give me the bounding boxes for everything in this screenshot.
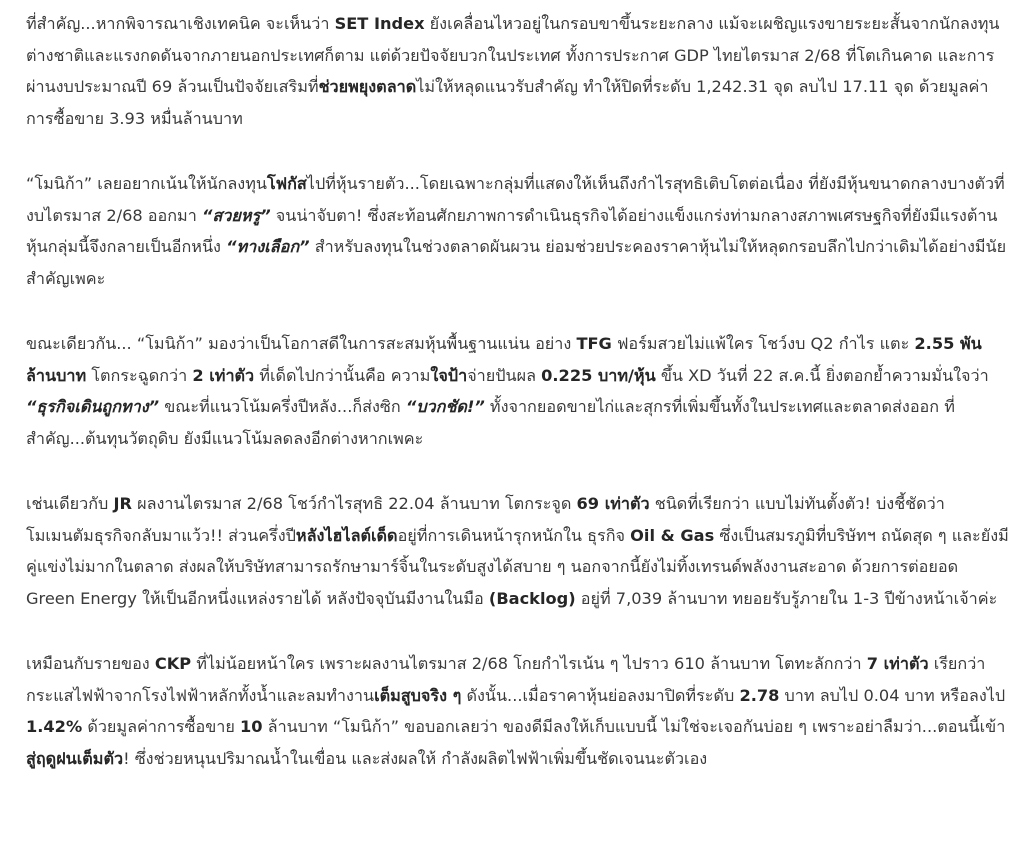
text-segment: ที่ไม่น้อยหน้าใคร เพราะผลงานไตรมาส 2/68 โกยกำไรเน้น ๆ ไปราว 610 ล้านบาท โตทะลักกว่า <box>191 654 867 673</box>
text-segment: ทั้งจากยอดขายไก่และสุกรที่เพิ่มขึ้นทั้งในประเทศและตลาดส่งออก ที่สำคัญ...ต้นทุนวัตถุดิบ ยังมีแนวโน้มลดลงอีกต่างหากเพคะ <box>26 397 955 448</box>
article-paragraph <box>26 168 1010 294</box>
emphasized-text: 69 เท่าตัว <box>576 494 650 513</box>
emphasized-text: JR <box>113 494 132 513</box>
text-segment: ไม่ให้หลุดแนวรับสำคัญ ทำให้ปิดที่ระดับ 1,242.31 จุด ลบไป 17.11 จุด ด้วยมูลค่าการซื้อขาย 3.93 หมื่นล้านบาท <box>26 77 989 128</box>
emphasized-text: “ทางเลือก” <box>226 237 310 256</box>
text-segment: ขึ้น XD วันที่ 22 ส.ค.นี้ ยิ่งตอกย้ำความมั่นใจว่า <box>655 365 989 385</box>
emphasized-text: 2.55 พันล้านบาท <box>26 334 982 385</box>
text-segment: ที่สำคัญ...หากพิจารณาเชิงเทคนิค จะเห็นว่า <box>26 14 335 33</box>
emphasized-text: สู่ฤดูฝนเต็มตัว <box>26 748 124 768</box>
article-paragraph <box>26 488 1010 614</box>
text-segment: บาท ลบไป 0.04 บาท หรือลงไป <box>779 685 1006 705</box>
text-segment: อยู่ที่ 7,039 ล้านบาท ทยอยรับรู้ภายใน 1-3 ปีข้างหน้าเจ้าค่ะ <box>575 588 998 608</box>
emphasized-text: เต็มสูบจริง ๆ <box>374 685 462 705</box>
text-segment: ที่เด็ดไปกว่านั้นคือ ความ <box>254 365 431 385</box>
emphasized-text: ใจป้า <box>430 365 468 385</box>
article-paragraph <box>26 8 1010 134</box>
emphasized-text: 0.225 บาท/หุ้น <box>541 365 656 385</box>
text-segment: ด้วยมูลค่าการซื้อขาย <box>82 717 240 736</box>
emphasized-text: Oil & Gas <box>630 525 715 545</box>
article-body <box>26 0 1010 808</box>
emphasized-text: 2 เท่าตัว <box>192 365 255 385</box>
emphasized-text: ช่วยพยุงตลาด <box>318 77 417 96</box>
text-segment: ดังนั้น...เมื่อราคาหุ้นย่อลงมาปิดที่ระดับ <box>461 685 740 705</box>
text-segment: ! ซึ่งช่วยหนุนปริมาณน้ำในเขื่อน และส่งผลให้ กำลังผลิตไฟฟ้าเพิ่มขึ้นชัดเจนนะตัวเอง <box>123 748 708 768</box>
emphasized-text: CKP <box>154 654 192 673</box>
text-segment: ซึ่งเป็นสมรภูมิที่บริษัทฯ ถนัดสุด ๆ และยังมีคู่แข่งไม่มากในตลาด ส่งผลให้บริษัทสามารถรักษามาร์จิ้นในระดับสูงได้สบาย ๆ นอกจากนี้ยังไม่ทิ้งเทรนด์พลังงานสะอาด ด้วยการต่อยอด Green Energy ให้เป็นอีกหนึ่งแหล่งรายได้ หลังปัจจุบันมีงานในมือ <box>26 525 1009 608</box>
text-segment: ฟอร์มสวยไม่แพ้ใคร โชว์งบ Q2 กำไร แตะ <box>611 334 915 353</box>
text-segment: ไปที่หุ้นรายตัว...โดยเฉพาะกลุ่มที่แสดงให้เห็นถึงกำไรสุทธิเติบโตต่อเนื่อง ที่ยังมีหุ้นขนาดกลางบางตัวที่งบไตรมาส 2/68 ออกมา <box>26 174 1005 225</box>
emphasized-text: SET Index <box>334 14 425 33</box>
emphasized-text: “ธุรกิจเดินถูกทาง” <box>26 397 160 416</box>
emphasized-text: 7 เท่าตัว <box>866 654 929 673</box>
emphasized-text: 1.42% <box>26 717 83 736</box>
emphasized-text: TFG <box>576 334 612 353</box>
emphasized-text: “สวยหรู” <box>201 205 271 225</box>
emphasized-text: หลังไฮไลต์เด็ด <box>295 525 398 545</box>
text-segment: ยังเคลื่อนไหวอยู่ในกรอบขาขึ้นระยะกลาง แม้จะเผชิญแรงขายระยะสั้นจากนักลงทุนต่างชาติและแรงกดดันจากภายนอกประเทศก็ตาม แต่ด้วยปัจจัยบวกในประเทศ ทั้งการประกาศ GDP ไทยไตรมาส 2/68 ที่โตเกินคาด และการผ่านงบประมาณปี 69 ล้วนเป็นปัจจัยเสริมที่ <box>26 14 1000 96</box>
emphasized-text: (Backlog) <box>488 588 576 608</box>
text-segment: อยู่ที่การเดินหน้ารุกหนักใน ธุรกิจ <box>397 525 631 545</box>
emphasized-text: 10 <box>240 717 263 736</box>
text-segment: ชนิดที่เรียกว่า แบบไม่ทันตั้งตัว! บ่งชี้ชัดว่าโมเมนตัมธุรกิจกลับมาแว้ว!! ส่วนครึ่งปี <box>26 494 945 545</box>
text-segment: เหมือนกับรายของ <box>26 654 155 673</box>
text-segment: เช่นเดียวกับ <box>26 494 114 513</box>
emphasized-text: “บวกชัด!” <box>405 397 485 416</box>
text-segment: ขณะเดียวกัน... “โมนิก้า” มองว่าเป็นโอกาสดีในการสะสมหุ้นพื้นฐานแน่น อย่าง <box>26 334 577 353</box>
emphasized-text: โฟกัส <box>266 174 307 193</box>
article-paragraph <box>26 648 1010 774</box>
text-segment: เรียกว่ากระแสไฟฟ้าจากโรงไฟฟ้าหลักทั้งน้ำและลมทำงาน <box>26 654 986 705</box>
emphasized-text: 2.78 <box>739 685 780 705</box>
article-paragraph <box>26 328 1010 454</box>
text-segment: จนน่าจับตา! ซึ่งสะท้อนศักยภาพการดำเนินธุรกิจได้อย่างแข็งแกร่งท่ามกลางสภาพเศรษฐกิจที่ยังมีแรงต้าน หุ้นกลุ่มนี้จึงกลายเป็นอีกหนึ่ง <box>26 205 998 256</box>
text-segment: สำหรับลงทุนในช่วงตลาดผันผวน ย่อมช่วยประคองราคาหุ้นไม่ให้หลุดกรอบลึกไปกว่าเดิมได้อย่างมีนัยสำคัญเพคะ <box>26 237 1007 288</box>
text-segment: ล้านบาท “โมนิก้า” ขอบอกเลยว่า ของดีมีลงให้เก็บแบบนี้ ไม่ใช่จะเจอกันบ่อย ๆ เพราะอย่าลืมว่า...ตอนนี้เข้า <box>262 717 1006 736</box>
text-segment: ขณะที่แนวโน้มครึ่งปีหลัง...ก็ส่งซิก <box>159 397 406 416</box>
text-segment: ผลงานไตรมาส 2/68 โชว์กำไรสุทธิ 22.04 ล้านบาท โตกระจูด <box>131 494 577 513</box>
text-segment: โตกระฉูดกว่า <box>86 365 193 385</box>
text-segment: จ่ายปันผล <box>467 365 542 385</box>
text-segment: “โมนิก้า” เลยอยากเน้นให้นักลงทุน <box>26 174 267 193</box>
